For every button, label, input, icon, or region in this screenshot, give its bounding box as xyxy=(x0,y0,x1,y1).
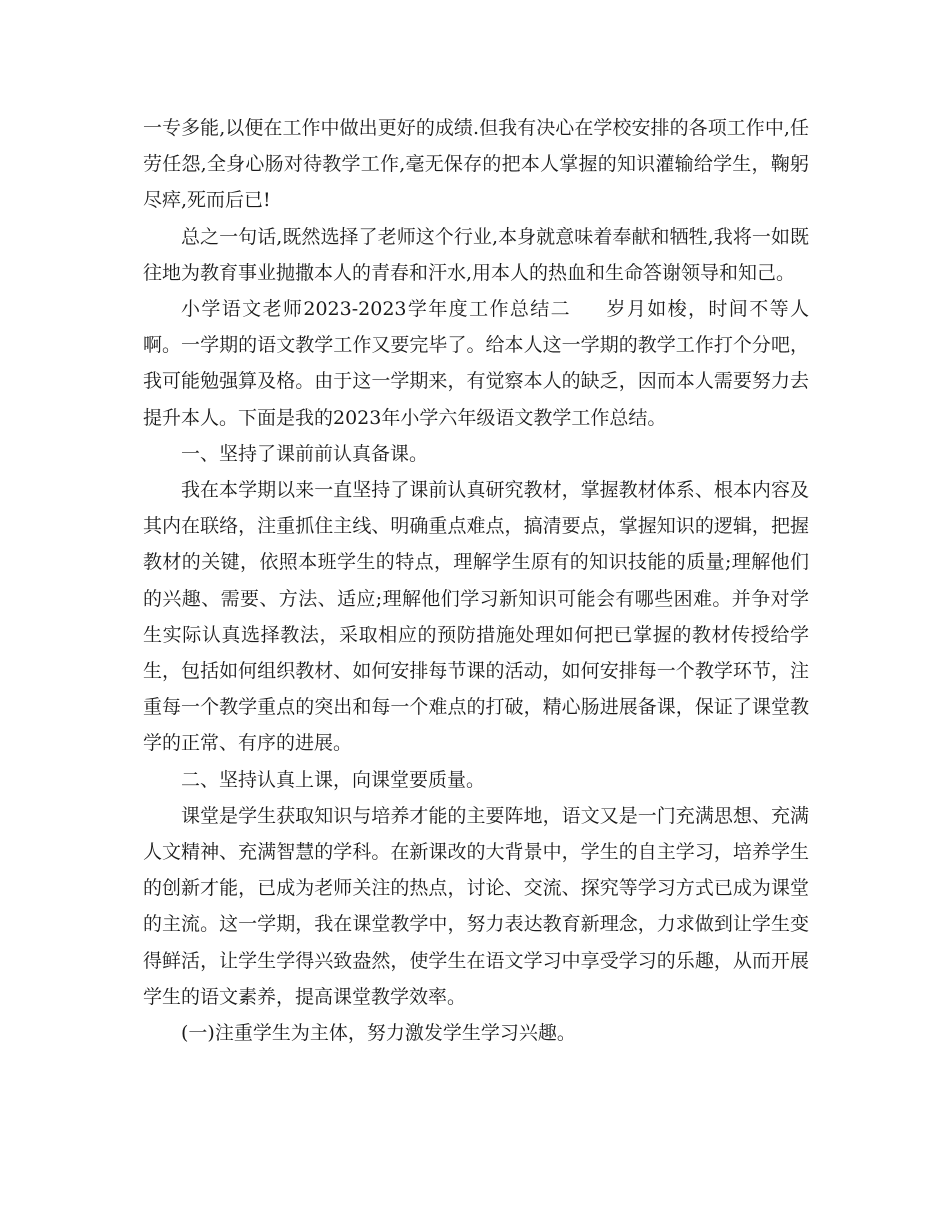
heading-lesson-preparation: 一、坚持了课前前认真备课。 xyxy=(181,442,429,465)
section-title: 小学语文老师2023-2023学年度工作总结二 xyxy=(181,298,572,321)
document-body xyxy=(143,110,809,1051)
paragraph-lesson-preparation: 我在本学期以来一直坚持了课前认真研究教材，掌握教材体系、根本内容及其内在联络，注重抓住主线、明确重点难点，搞清要点，掌握知识的逻辑，把握教材的关键，依照本班学生的特点，理解学生原有的知识技能的质量;理解他们的兴趣、需要、方法、适应;理解他们学习新知识可能会有哪些困难。并争对学生实际认真选择教法，采取相应的预防措施处理如何把已掌握的教材传授给学生，包括如何组织教材、如何安排每节课的活动，如何安排每一个教学环节，注重每一个教学重点的突出和每一个难点的打破，精心肠进展备课，保证了课堂教学的正常、有序的进展。 xyxy=(143,479,809,755)
section-intro-text: 岁月如梭，时间不等人啊。一学期的语文教学工作又要完毕了。给本人这一学期的教学工作打个分吧，我可能勉强算及格。由于这一学期来，有觉察本人的缺乏，因而本人需要努力去提升本人。下面是我的2023年小学六年级语文教学工作总结。 xyxy=(143,298,809,429)
paragraph-continuation: 一专多能,以便在工作中做出更好的成绩.但我有决心在学校安排的各项工作中,任劳任怨,全身心肠对待教学工作,毫无保存的把本人掌握的知识灌输给学生，鞠躬尽瘁,死而后已! xyxy=(143,117,809,212)
paragraph-section-two-intro xyxy=(143,291,809,436)
paragraph-conclusion: 总之一句话,既然选择了老师这个行业,本身就意味着奉献和牺牲,我将一如既往地为教育事业抛撒本人的青春和汗水,用本人的热血和生命答谢领导和知己。 xyxy=(143,225,809,284)
heading-student-centered: (一)注重学生为主体，努力激发学生学习兴趣。 xyxy=(181,1022,576,1045)
paragraph-classroom-teaching: 课堂是学生获取知识与培养才能的主要阵地，语文又是一门充满思想、充满人文精神、充满智慧的学科。在新课改的大背景中，学生的自主学习，培养学生的创新才能，已成为老师关注的热点，讨论、交流、探究等学习方式已成为课堂的主流。这一学期，我在课堂教学中，努力表达教育新理念，力求做到让学生变得鲜活，让学生学得兴致盎然，使学生在语文学习中享受学习的乐趣，从而开展学生的语文素养，提高课堂教学效率。 xyxy=(143,804,809,1008)
heading-classroom-teaching: 二、坚持认真上课，向课堂要质量。 xyxy=(181,768,486,791)
